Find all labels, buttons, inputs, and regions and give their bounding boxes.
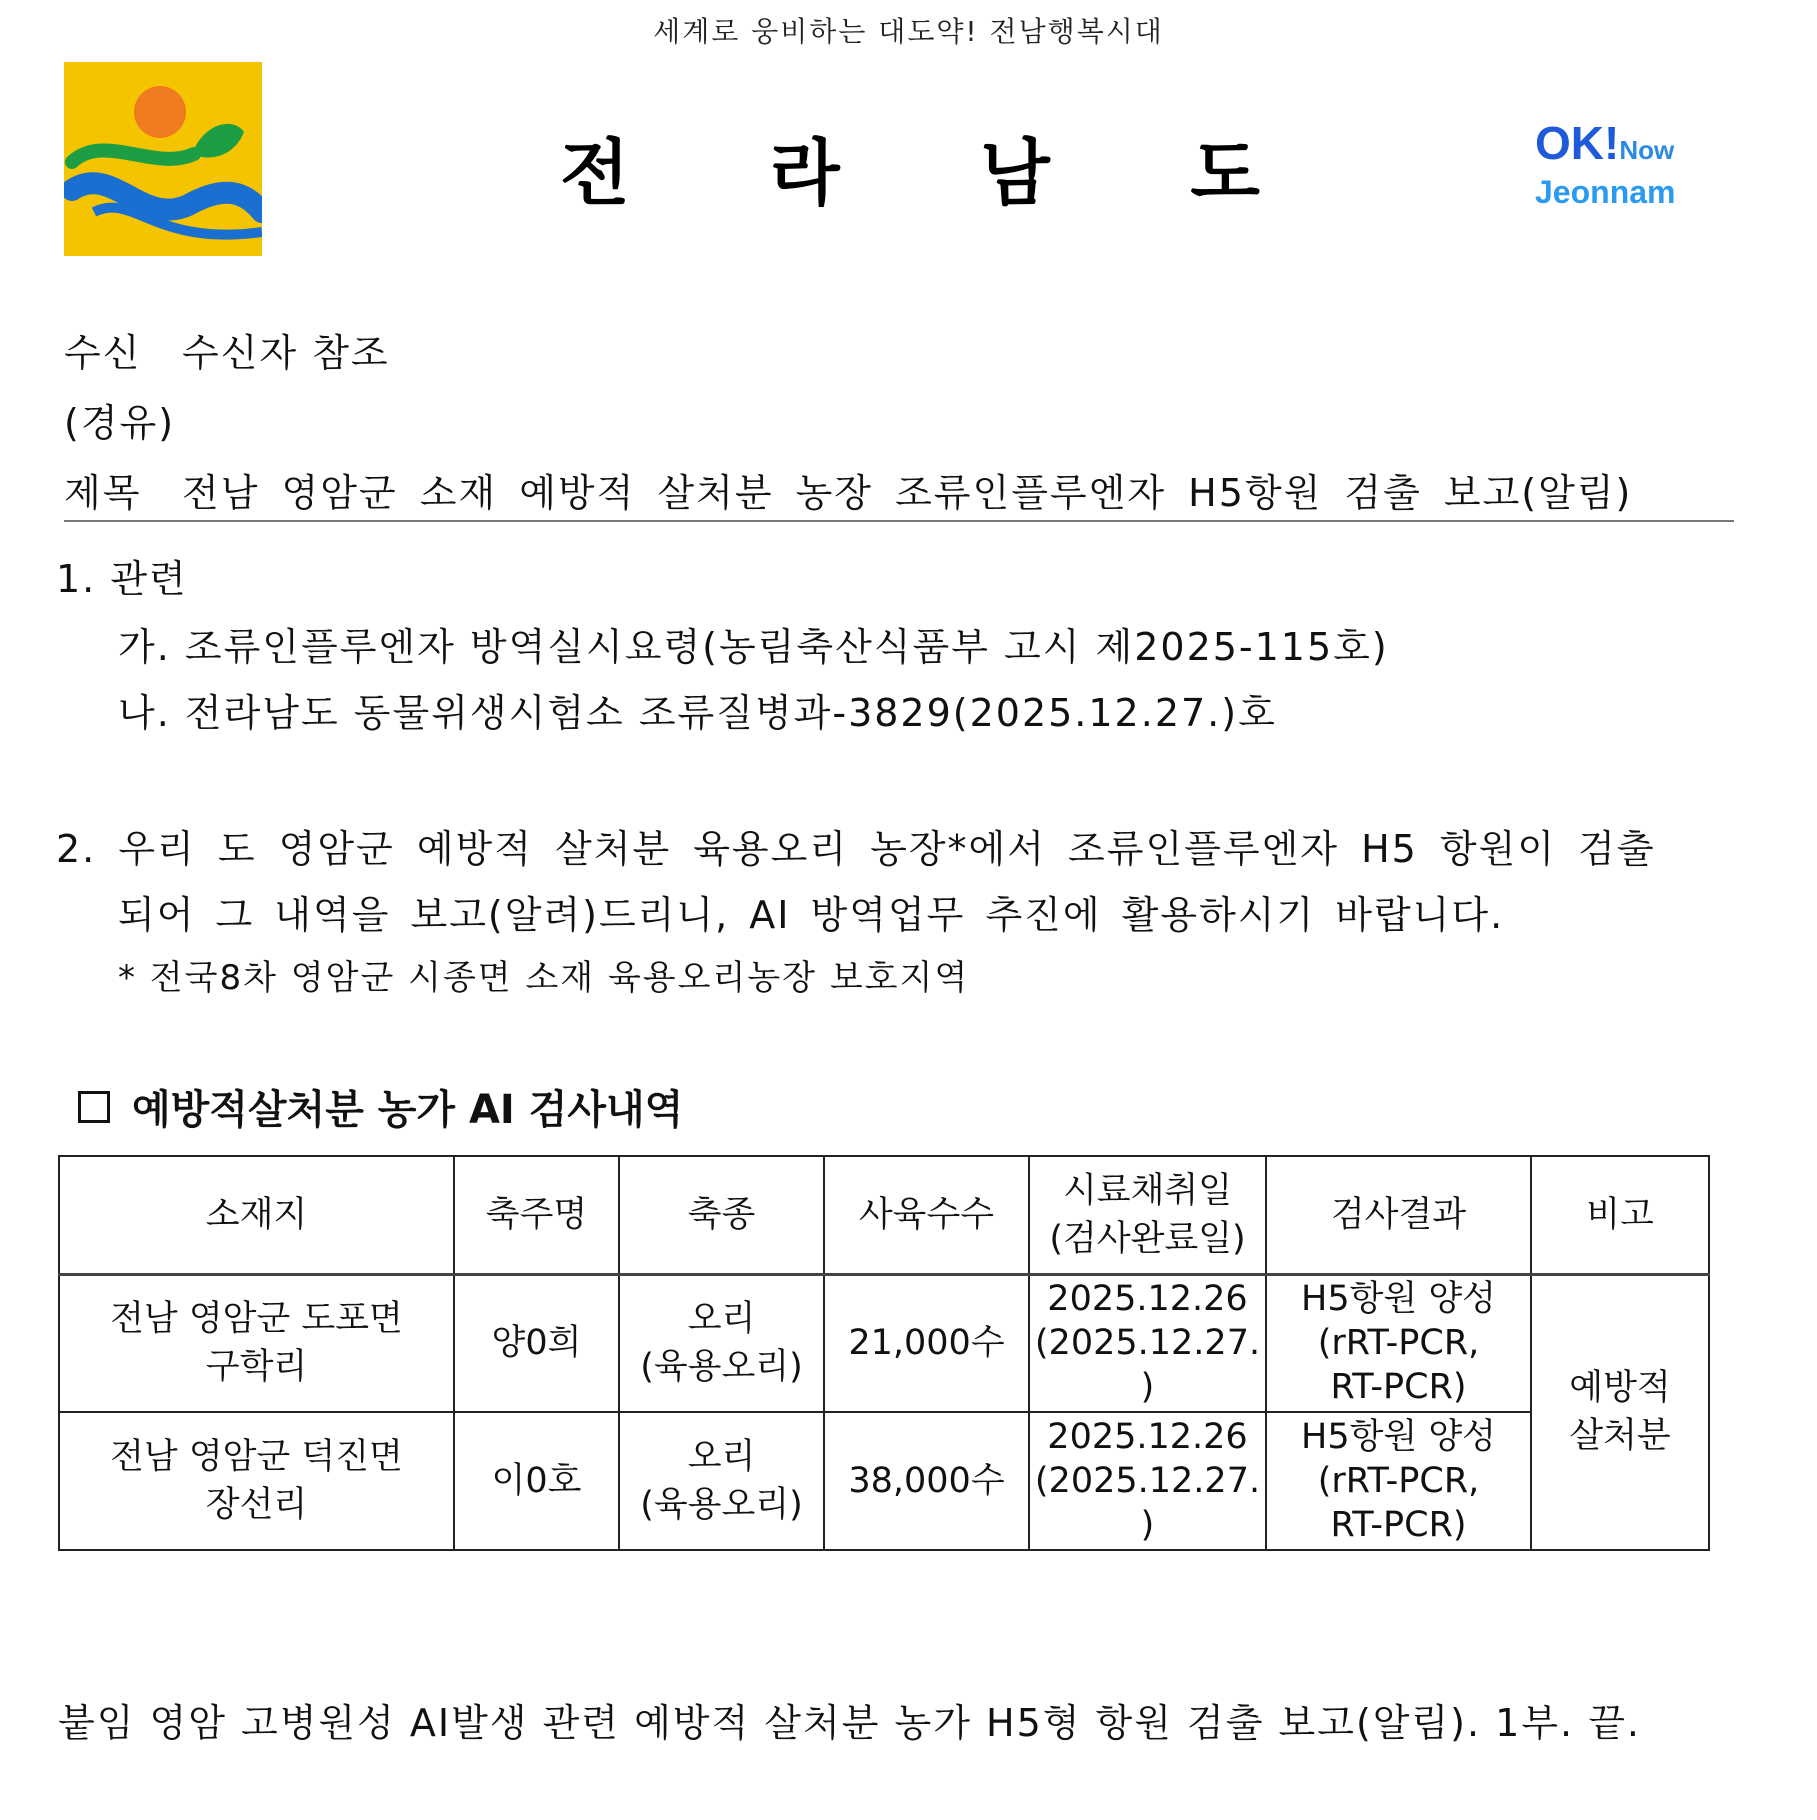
subject-label: 제목 xyxy=(64,471,142,515)
checkbox-square-icon xyxy=(78,1091,110,1123)
item2-line2: 되어 그 내역을 보고(알려)드리니, AI 방역업무 추진에 활용하시기 바랍니다. xyxy=(118,893,1505,937)
col-header-owner: 축주명 xyxy=(454,1156,619,1274)
cell-sample-date: 2025.12.26 (2025.12.27. ) xyxy=(1029,1412,1266,1550)
recipient-label: 수신 xyxy=(64,331,142,375)
section-title xyxy=(78,1078,683,1135)
item1-b: 나. 전라남도 동물위생시험소 조류질병과-3829(2025.12.27.)호 xyxy=(118,691,1277,735)
logo-ok-text: OK! xyxy=(1535,117,1620,169)
header-divider xyxy=(64,520,1734,522)
recipient-value: 수신자 참조 xyxy=(182,331,390,375)
cell-remark: 예방적 살처분 xyxy=(1531,1274,1709,1550)
cell-species: 오리 (육용오리) xyxy=(619,1274,824,1412)
inspection-table xyxy=(58,1155,1710,1551)
item1-heading: 1. 관련 xyxy=(56,557,188,601)
col-header-location: 소재지 xyxy=(59,1156,454,1274)
col-header-result: 검사결과 xyxy=(1266,1156,1531,1274)
org-title-char: 남 xyxy=(980,131,1050,215)
cell-count: 21,000수 xyxy=(824,1274,1029,1412)
cell-result: H5항원 양성 (rRT-PCR, RT-PCR) xyxy=(1266,1412,1531,1550)
logo-jeonnam-text: Jeonnam xyxy=(1535,174,1676,210)
cell-count: 38,000수 xyxy=(824,1412,1029,1550)
subject-line xyxy=(64,462,1632,517)
cell-owner: 양0희 xyxy=(454,1274,619,1412)
table-row xyxy=(59,1412,1709,1550)
cell-location: 전남 영암군 도포면 구학리 xyxy=(59,1274,454,1412)
table-header-row xyxy=(59,1156,1709,1274)
col-header-sample-date: 시료채취일 (검사완료일) xyxy=(1029,1156,1266,1274)
cell-sample-date: 2025.12.26 (2025.12.27. ) xyxy=(1029,1274,1266,1412)
org-title-char: 도 xyxy=(1190,131,1260,215)
section-title-text: 예방적살처분 농가 AI 검사내역 xyxy=(132,1087,684,1133)
cell-species: 오리 (육용오리) xyxy=(619,1412,824,1550)
col-header-species: 축종 xyxy=(619,1156,824,1274)
ok-now-jeonnam-logo xyxy=(1535,117,1725,210)
jeonnam-emblem-logo xyxy=(64,62,262,256)
item2-line1: 2. 우리 도 영암군 예방적 살처분 육용오리 농장*에서 조류인플루엔자 H5 항원이 검출 xyxy=(56,827,1656,871)
cell-owner: 이0호 xyxy=(454,1412,619,1550)
slogan: 세계로 웅비하는 대도약! 전남행복시대 xyxy=(653,15,1164,48)
col-header-remark: 비고 xyxy=(1531,1156,1709,1274)
table-row xyxy=(59,1274,1709,1412)
attachment-line: 붙임 영암 고병원성 AI발생 관련 예방적 살처분 농가 H5형 항원 검출 보고(알림). 1부. 끝. xyxy=(58,1701,1641,1745)
via-line: (경유) xyxy=(64,401,176,445)
org-title xyxy=(560,115,1260,219)
item1-a: 가. 조류인플루엔자 방역실시요령(농림축산식품부 고시 제2025-115호) xyxy=(118,625,1389,669)
recipient-line xyxy=(64,322,390,377)
org-title-char: 전 xyxy=(560,131,630,215)
col-header-count: 사육수수 xyxy=(824,1156,1029,1274)
subject-text: 전남 영암군 소재 예방적 살처분 농장 조류인플루엔자 H5항원 검출 보고(알림) xyxy=(182,471,1633,515)
logo-now-text: Now xyxy=(1619,135,1675,165)
org-title-char: 라 xyxy=(770,131,840,215)
item2-footnote: * 전국8차 영암군 시종면 소재 육용오리농장 보호지역 xyxy=(118,958,970,998)
cell-result: H5항원 양성 (rRT-PCR, RT-PCR) xyxy=(1266,1274,1531,1412)
cell-location: 전남 영암군 덕진면 장선리 xyxy=(59,1412,454,1550)
